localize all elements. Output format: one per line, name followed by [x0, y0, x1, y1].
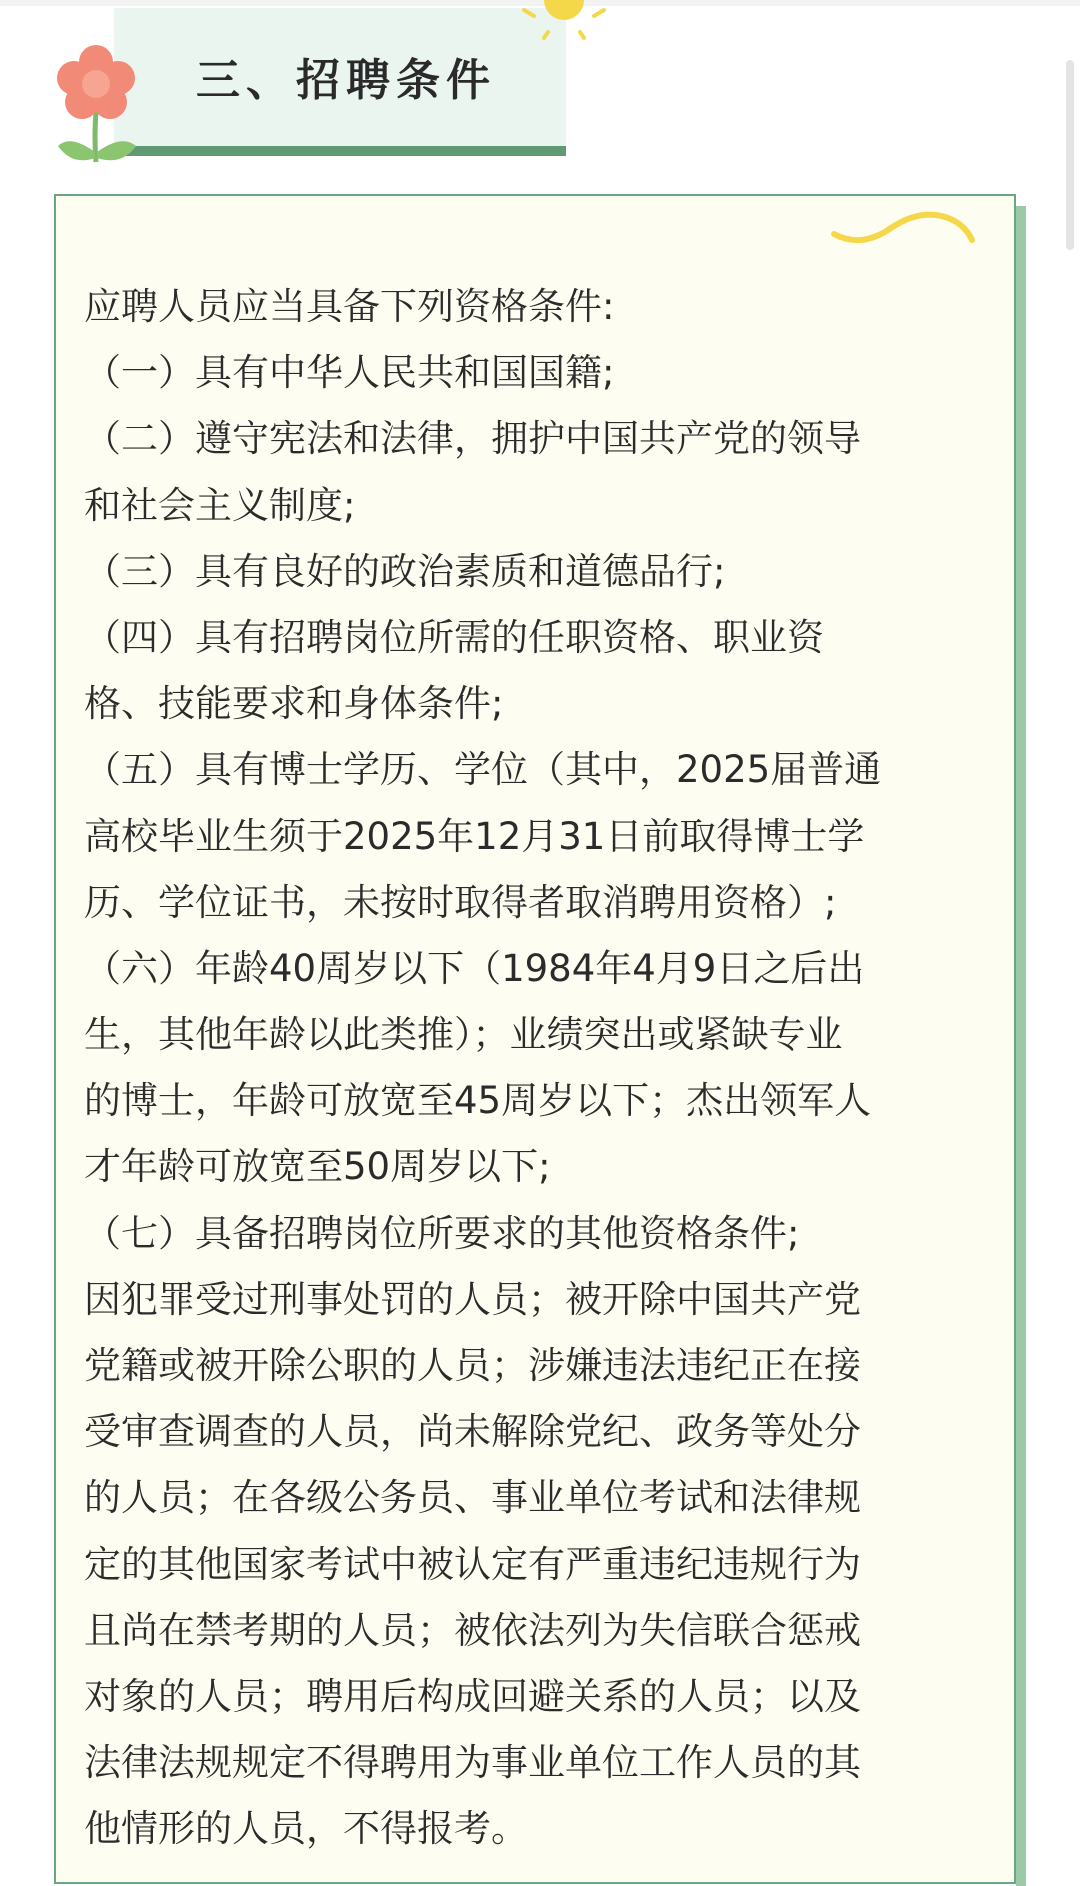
text-line: 格、技能要求和身体条件; [84, 682, 504, 726]
sun-icon [518, 0, 610, 40]
text-line: 的博士，年龄可放宽至45周岁以下；杰出领军人 [84, 1079, 872, 1123]
text-line: 才年龄可放宽至50周岁以下; [84, 1145, 551, 1189]
text-line: 的人员；在各级公务员、事业单位考试和法律规 [84, 1476, 861, 1520]
text-line: （四）具有招聘岗位所需的任职资格、职业资 [84, 615, 824, 659]
text-line: 定的其他国家考试中被认定有严重违纪违规行为 [84, 1542, 861, 1586]
text-line: 且尚在禁考期的人员；被依法列为失信联合惩戒 [84, 1608, 861, 1652]
header-underline [114, 146, 566, 156]
text-line: （六）年龄40周岁以下（1984年4月9日之后出 [84, 946, 865, 990]
text-line: 他情形的人员，不得报考。 [84, 1807, 528, 1851]
section-title: 三、招聘条件 [196, 55, 496, 106]
text-line: 生，其他年龄以此类推）；业绩突出或紧缺专业 [84, 1013, 843, 1057]
text-line: 和社会主义制度; [84, 483, 356, 527]
conditions-text [84, 274, 990, 1863]
text-line: 应聘人员应当具备下列资格条件: [84, 285, 615, 328]
text-line: （五）具有博士学历、学位（其中，2025届普通 [84, 748, 882, 792]
text-line: 党籍或被开除公职的人员；涉嫌违法违纪正在接 [84, 1344, 861, 1387]
text-line: 受审查调查的人员，尚未解除党纪、政务等处分 [84, 1410, 861, 1454]
card-shadow [1016, 206, 1026, 1886]
text-line: 对象的人员；聘用后构成回避关系的人员；以及 [84, 1674, 861, 1718]
text-line: 法律法规规定不得聘用为事业单位工作人员的其 [84, 1741, 861, 1785]
text-line: 高校毕业生须于2025年12月31日前取得博士学 [84, 814, 865, 858]
text-line: （三）具有良好的政治素质和道德品行; [84, 549, 726, 593]
text-line: （一）具有中华人民共和国国籍; [84, 351, 615, 395]
text-line: （七）具备招聘岗位所要求的其他资格条件; [84, 1211, 800, 1255]
section-header [50, 0, 570, 165]
squiggle-decoration [830, 204, 980, 250]
flower-icon [50, 42, 142, 168]
scrollbar[interactable] [1066, 60, 1074, 250]
text-line: （二）遵守宪法和法律，拥护中国共产党的领导 [84, 417, 861, 461]
text-line: 因犯罪受过刑事处罚的人员；被开除中国共产党 [84, 1277, 861, 1321]
text-line: 历、学位证书，未按时取得者取消聘用资格）; [84, 880, 837, 924]
